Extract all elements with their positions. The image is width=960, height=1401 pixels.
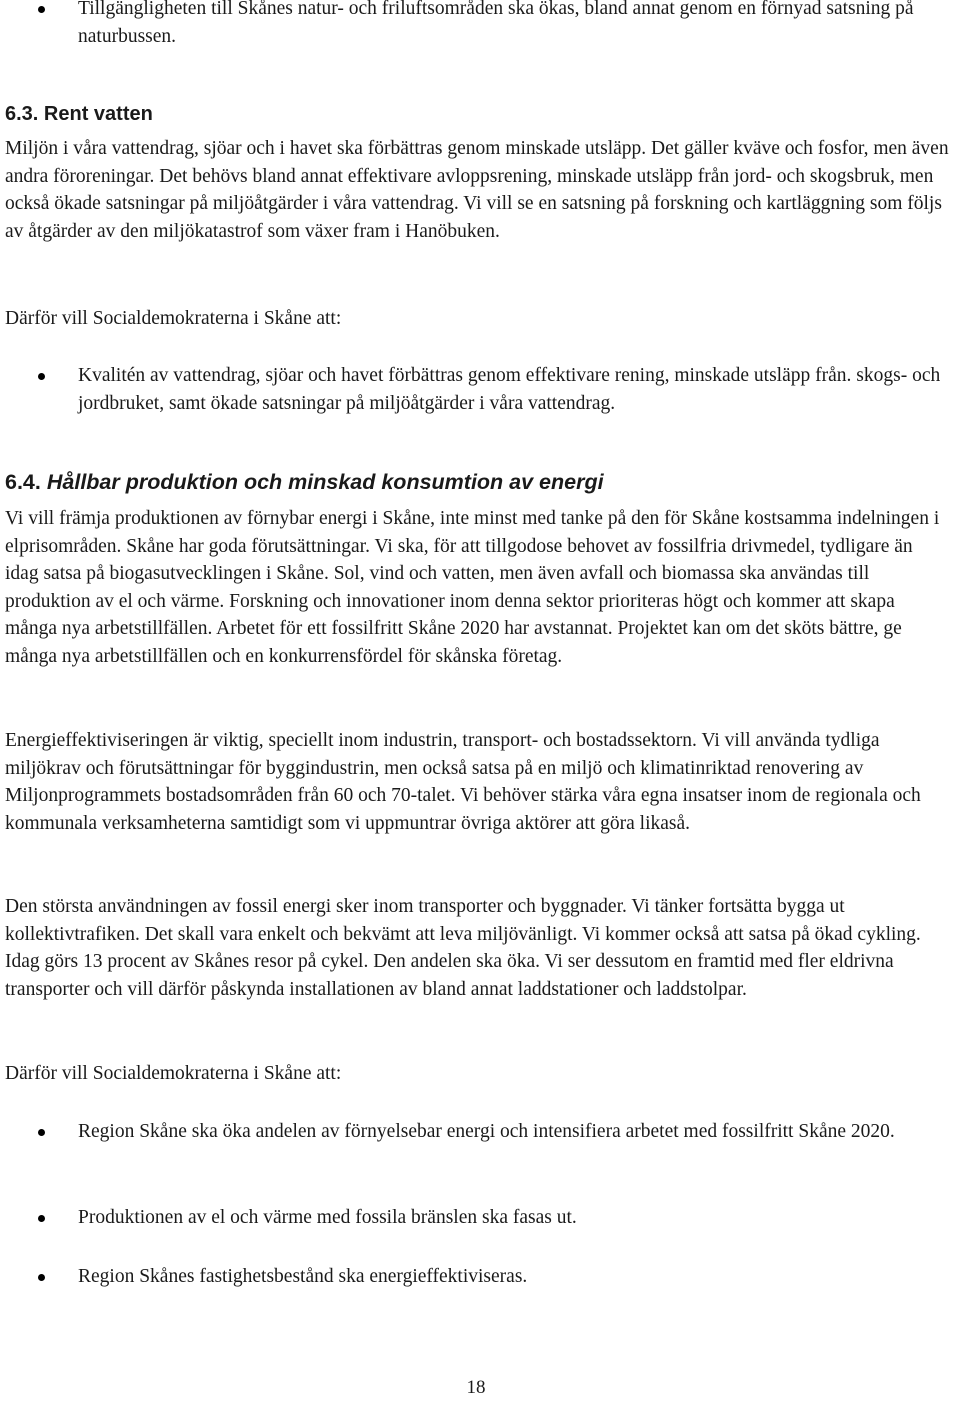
therefore-line: Därför vill Socialdemokraterna i Skåne att: (5, 1063, 342, 1084)
bullet-item: Kvalitén av vattendrag, sjöar och havet förbättras genom effektivare rening, minskade utsläpp från. skogs- och jordbruket, samt ökade satsningar på miljöåtgärder i våra vattendrag. (78, 365, 941, 414)
bullet-dot (38, 1129, 45, 1136)
section-heading (5, 470, 604, 495)
section-paragraph: Energieffektiviseringen är viktig, speciellt inom industrin, transport- och bostadssektorn. Vi vill använda tydliga miljökrav och förutsättningar för byggindustrin, men också satsa på en miljö och klimatinriktad renovering av Miljonprogrammets bostadsområden från 60 och 70-talet. Vi behöver stärka våra egna insatser inom de regionala och kommunala verksamheterna samtidigt som vi uppmuntrar övriga aktörer att göra likaså. (5, 730, 921, 834)
bullet-dot (38, 1215, 45, 1222)
bullet-dot (38, 1274, 45, 1281)
bullet-item: Tillgängligheten till Skånes natur- och friluftsområden ska ökas, bland annat genom en förnyad satsning på naturbussen. (78, 0, 914, 47)
section-title: Hållbar produktion och minskad konsumtion av energi (46, 470, 604, 494)
page-number: 18 (466, 1377, 486, 1398)
section-paragraph: Den största användningen av fossil energi sker inom transporter och byggnader. Vi tänker fortsätta bygga ut kollektivtrafiken. Det skall vara enkelt och bekvämt att leva miljövänligt. Vi kommer också att satsa på ökad cykling. Idag görs 13 procent av Skånes resor på cykel. Den andelen ska öka. Vi ser dessutom en framtid med fler eldrivna transporter och vill därför påskynda installationen av bland annat laddstationer och laddstolpar. (5, 896, 921, 1000)
section-number: 6.4. (5, 470, 41, 494)
section-heading: 6.3. Rent vatten (5, 103, 153, 125)
bullet-item: Region Skåne ska öka andelen av förnyelsebar energi och intensifiera arbetet med fossilfritt Skåne 2020. (78, 1121, 895, 1142)
therefore-line: Därför vill Socialdemokraterna i Skåne att: (5, 308, 342, 329)
section-paragraph: Vi vill främja produktionen av förnybar energi i Skåne, inte minst med tanke på den för Skåne kostsamma indelningen i elprisområden. Skåne har goda förutsättningar. Vi ska, för att tillgodose behovet av fossilfria drivmedel, tydligare än idag satsa på biogasutvecklingen i Skåne. Sol, vind och vatten, men även avfall och biomassa ska användas till produktion av el och värme. Forskning och innovationer inom denna sektor prioriteras högt och kommer att skapa många nya arbetstillfällen. Arbetet för ett fossilfritt Skåne 2020 har avstannat. Projektet kan om det sköts bättre, ge många nya arbetstillfällen och en konkurrensfördel för skånska företag. (5, 508, 940, 667)
bullet-item: Produktionen av el och värme med fossila bränslen ska fasas ut. (78, 1207, 577, 1228)
bullet-dot (38, 6, 45, 13)
section-paragraph: Miljön i våra vattendrag, sjöar och i havet ska förbättras genom minskade utsläpp. Det gäller kväve och fosfor, men även andra föroreningar. Det behövs bland annat effektivare avloppsrening, minskade utsläpp från jord- och skogsbruk, men också ökade satsningar på miljöåtgärder i våra vattendrag. Vi vill se en satsning på forskning och kartläggning som följs av åtgärder av den miljökatastrof som växer fram i Hanöbuken. (5, 138, 949, 242)
bullet-dot (38, 373, 45, 380)
bullet-item: Region Skånes fastighetsbestånd ska energieffektiviseras. (78, 1266, 528, 1287)
